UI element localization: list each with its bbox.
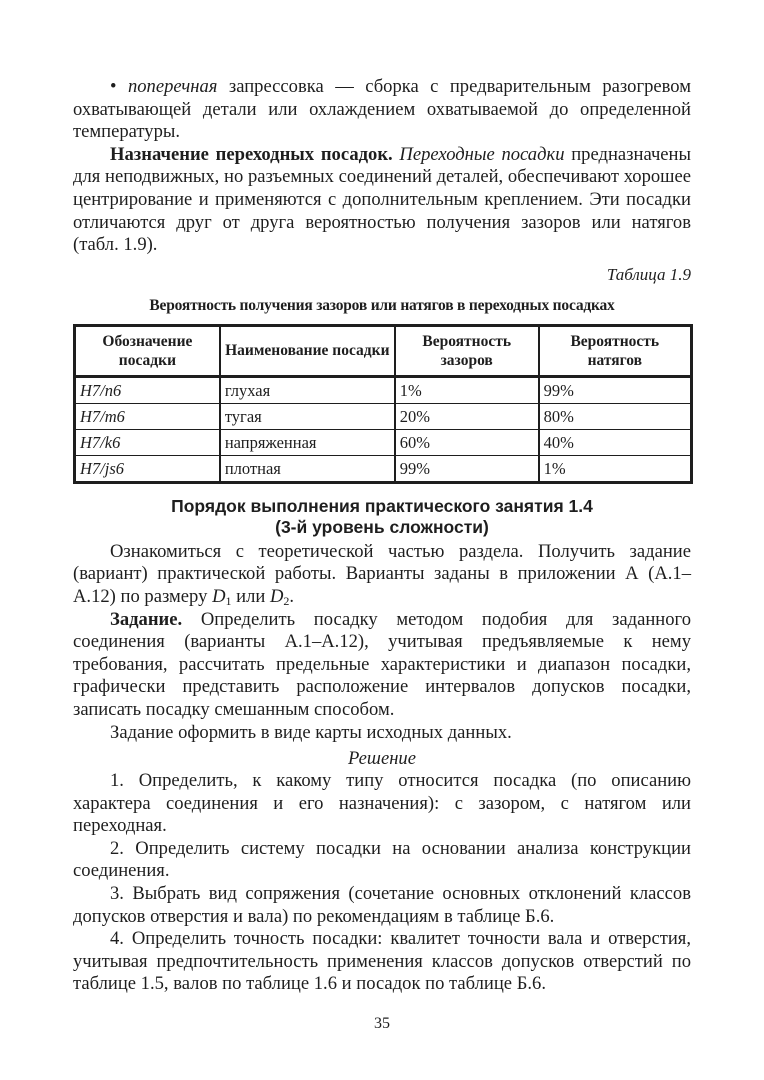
bullet-icon: • (110, 76, 117, 97)
table-row (75, 403, 692, 429)
d2-subscript: 2 (283, 593, 290, 608)
d1-subscript: 1 (225, 593, 232, 608)
section-title-line2: (3-й уровень сложности) (275, 516, 489, 537)
cell-name: плотная (220, 455, 395, 482)
table-header-row (75, 325, 692, 376)
section-title (73, 496, 691, 538)
step-1: 1. Определить, к какому типу относится посадка (по описанию характера соединения и его назначения): с зазором, с натягом или переходная. (73, 770, 691, 837)
task-text: Определить посадку методом подобия для заданного соединения (варианты А.1–А.12), учитывая предъявляемые к нему требования, рассчитать предельные характеристики и диапазон посадки, графически представить расположение интервалов допусков посадки, записать посадку смешанным способом. (73, 608, 691, 720)
cell-clearance: 1% (395, 376, 539, 403)
d1-letter: D (212, 585, 226, 607)
purpose-heading: Назначение переходных посадок. (110, 143, 393, 165)
step-3: 3. Выбрать вид сопряжения (сочетание основных отклонений классов допусков отверстия и вала) по рекомендациям в таблице Б.6. (73, 883, 691, 927)
intro-task-paragraph (73, 541, 691, 609)
header-fit-designation: Обозначение посадки (75, 325, 220, 376)
solution-title: Решение (347, 748, 416, 770)
intro-task-text: Ознакомиться с теоретической частью раздела. Получить задание (вариант) практической работы. Варианты заданы в приложении А (А.1–А.12) по размеру (73, 540, 691, 607)
task-note: Задание оформить в виде карты исходных данных. (110, 721, 512, 743)
cell-clearance: 99% (395, 455, 539, 482)
or-text: или (231, 585, 270, 607)
section-title-line1: Порядок выполнения практического занятия 1.4 (171, 495, 593, 516)
cell-interference: 99% (539, 376, 692, 403)
cell-interference: 40% (539, 429, 692, 455)
cell-name: глухая (220, 376, 395, 403)
fits-probability-table (73, 324, 693, 484)
table-row (75, 455, 692, 482)
purpose-term: Переходные посадки (399, 143, 565, 165)
purpose-text: предназначены для неподвижных, но разъемных соединений деталей, обеспечивают хорошее центрирование и применяются с дополнительным креплением. Эти посадки отличаются друг от друга вероятностью получения зазоров или натягов (табл. 1.9). (73, 143, 692, 256)
cell-interference: 1% (539, 455, 692, 482)
cell-fit: H7/k6 (75, 429, 220, 455)
purpose-paragraph (73, 144, 691, 257)
step-2: 2. Определить систему посадки на основании анализа конструкции соединения. (73, 837, 691, 882)
cell-fit: H7/js6 (75, 455, 220, 482)
period: . (289, 585, 295, 607)
d2-symbol (270, 586, 289, 607)
task-label: Задание. (110, 608, 183, 630)
bullet-term: поперечная (127, 76, 218, 97)
cell-name: напряженная (220, 429, 395, 455)
d2-letter: D (269, 585, 284, 607)
cell-interference: 80% (539, 403, 692, 429)
table-label: Таблица 1.9 (606, 264, 691, 284)
table-caption: Вероятность получения зазоров или натягов в переходных посадках (149, 296, 615, 314)
task-paragraph (73, 609, 691, 722)
page-number: 35 (374, 1015, 390, 1032)
cell-fit: H7/m6 (75, 403, 220, 429)
cell-fit: H7/n6 (75, 376, 220, 403)
cell-clearance: 60% (395, 429, 539, 455)
header-fit-name: Наименование посадки (220, 325, 395, 376)
d1-symbol (212, 586, 231, 607)
header-interference-probability: Вероятность натягов (539, 325, 692, 376)
document-page (73, 76, 691, 996)
cell-name: тугая (220, 403, 395, 429)
bullet-text: запрессовка — сборка с предварительным разогревом охватывающей детали или охлаждением охватываемой до определенной температуры. (73, 76, 691, 143)
bullet-paragraph (73, 76, 691, 144)
header-clearance-probability: Вероятность зазоров (395, 325, 539, 376)
table-row (75, 376, 692, 403)
step-4: 4. Определить точность посадки: квалитет точности вала и отверстия, учитывая предпочтительность применения классов допусков отверстий по таблице 1.5, валов по таблице 1.6 и посадок по таблице Б.6. (73, 928, 691, 995)
cell-clearance: 20% (395, 403, 539, 429)
table-row (75, 429, 692, 455)
